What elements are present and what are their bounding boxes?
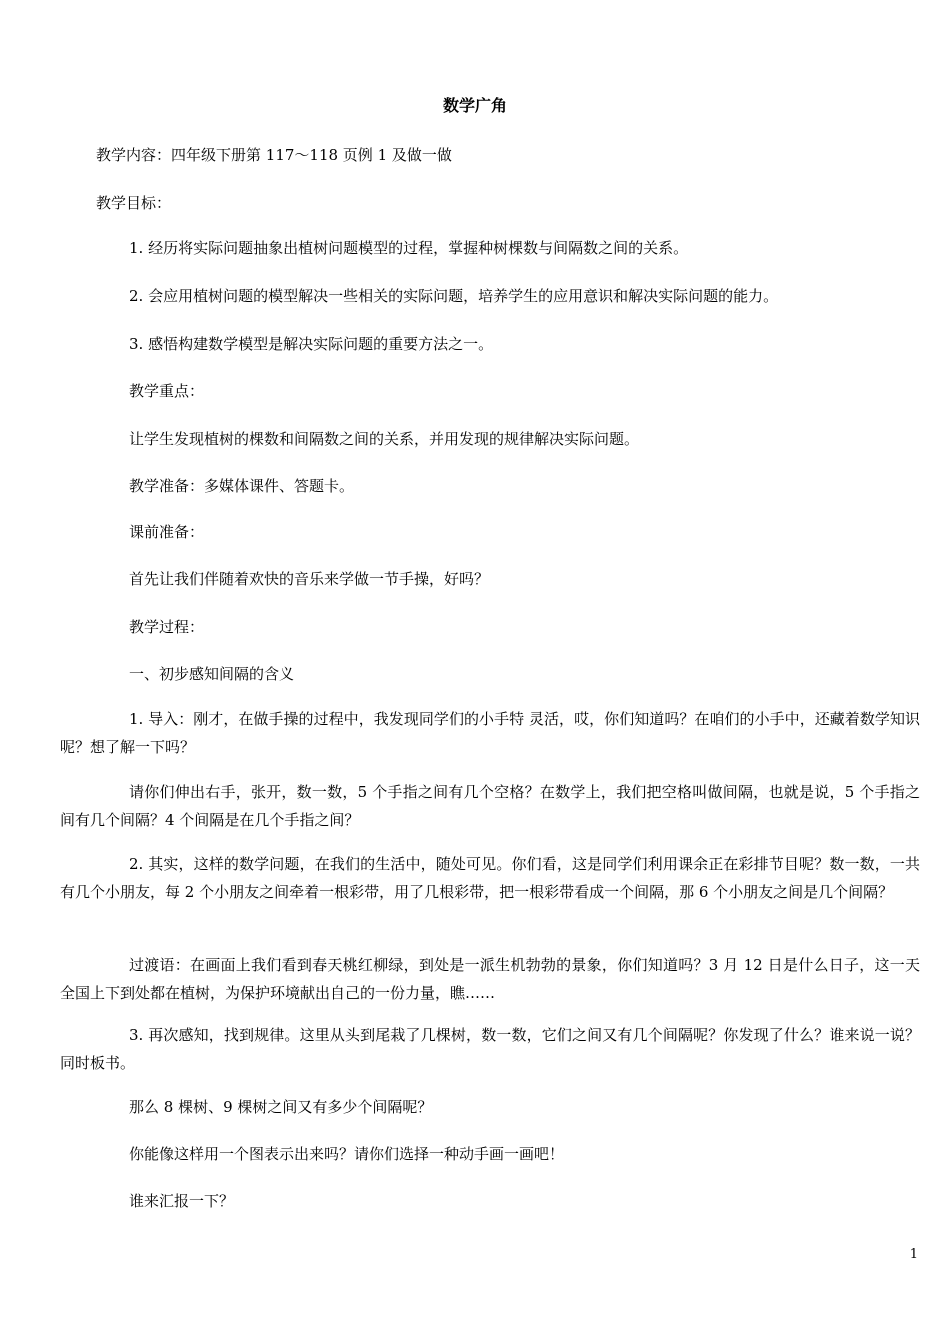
preclass-label: 课前准备：: [129, 523, 205, 541]
document-title: 数学广角: [442, 96, 507, 115]
paragraph: 那么 8 棵树、9 棵树之间又有多少个间隔呢？: [129, 1098, 433, 1116]
goal-item: 2. 会应用植树问题的模型解决一些相关的实际问题，培养学生的应用意识和解决实际问题的能力。: [129, 287, 779, 305]
goals-label: 教学目标：: [96, 194, 172, 212]
key-text: 让学生发现植树的棵数和间隔数之间的关系，并用发现的规律解决实际问题。: [129, 430, 640, 448]
teaching-content: 教学内容：四年级下册第 117～118 页例 1 及做一做: [96, 146, 452, 164]
paragraph: 你能像这样用一个图表示出来吗？请你们选择一种动手画一画吧！: [129, 1145, 565, 1163]
goal-item: 3. 感悟构建数学模型是解决实际问题的重要方法之一。: [129, 335, 494, 353]
paragraph: 1. 导入：刚才，在做手操的过程中，我发现同学们的小手特 灵活，哎，你们知道吗？在咱们的小手中，还藏着数学知识呢？想了解一下吗？: [60, 710, 920, 756]
paragraph: 2. 其实，这样的数学问题，在我们的生活中，随处可见。你们看，这是同学们利用课余正在彩排节目呢？数一数，一共有几个小朋友，每 2 个小朋友之间牵着一根彩带，用了几根彩带，把一根彩带看成一个间隔，那 6 个小朋友之间是几个间隔？: [60, 855, 920, 901]
paragraph: 3. 再次感知，找到规律。这里从头到尾栽了几棵树，数一数，它们之间又有几个间隔呢？你发现了什么？谁来说一说？同时板书。: [60, 1026, 920, 1072]
preclass-text: 首先让我们伴随着欢快的音乐来学做一节手操，好吗？: [129, 570, 490, 588]
paragraph: 过渡语：在画面上我们看到春天桃红柳绿，到处是一派生机勃勃的景象，你们知道吗？3 月 12 日是什么日子，这一天全国上下到处都在植树，为保护环境献出自己的一份力量，瞧……: [60, 956, 920, 1002]
key-label: 教学重点：: [129, 382, 205, 400]
section-heading: 一、初步感知间隔的含义: [129, 665, 295, 683]
preparation: 教学准备：多媒体课件、答题卡。: [129, 477, 355, 495]
page-number: 1: [909, 1247, 918, 1262]
paragraph: 请你们伸出右手，张开，数一数，5 个手指之间有几个空格？在数学上，我们把空格叫做间隔，也就是说，5 个手指之间有几个间隔？4 个间隔是在几个手指之间？: [60, 783, 920, 829]
process-label: 教学过程：: [129, 618, 205, 636]
paragraph: 谁来汇报一下？: [129, 1192, 235, 1210]
goal-item: 1. 经历将实际问题抽象出植树问题模型的过程，掌握种树棵数与间隔数之间的关系。: [129, 239, 689, 257]
